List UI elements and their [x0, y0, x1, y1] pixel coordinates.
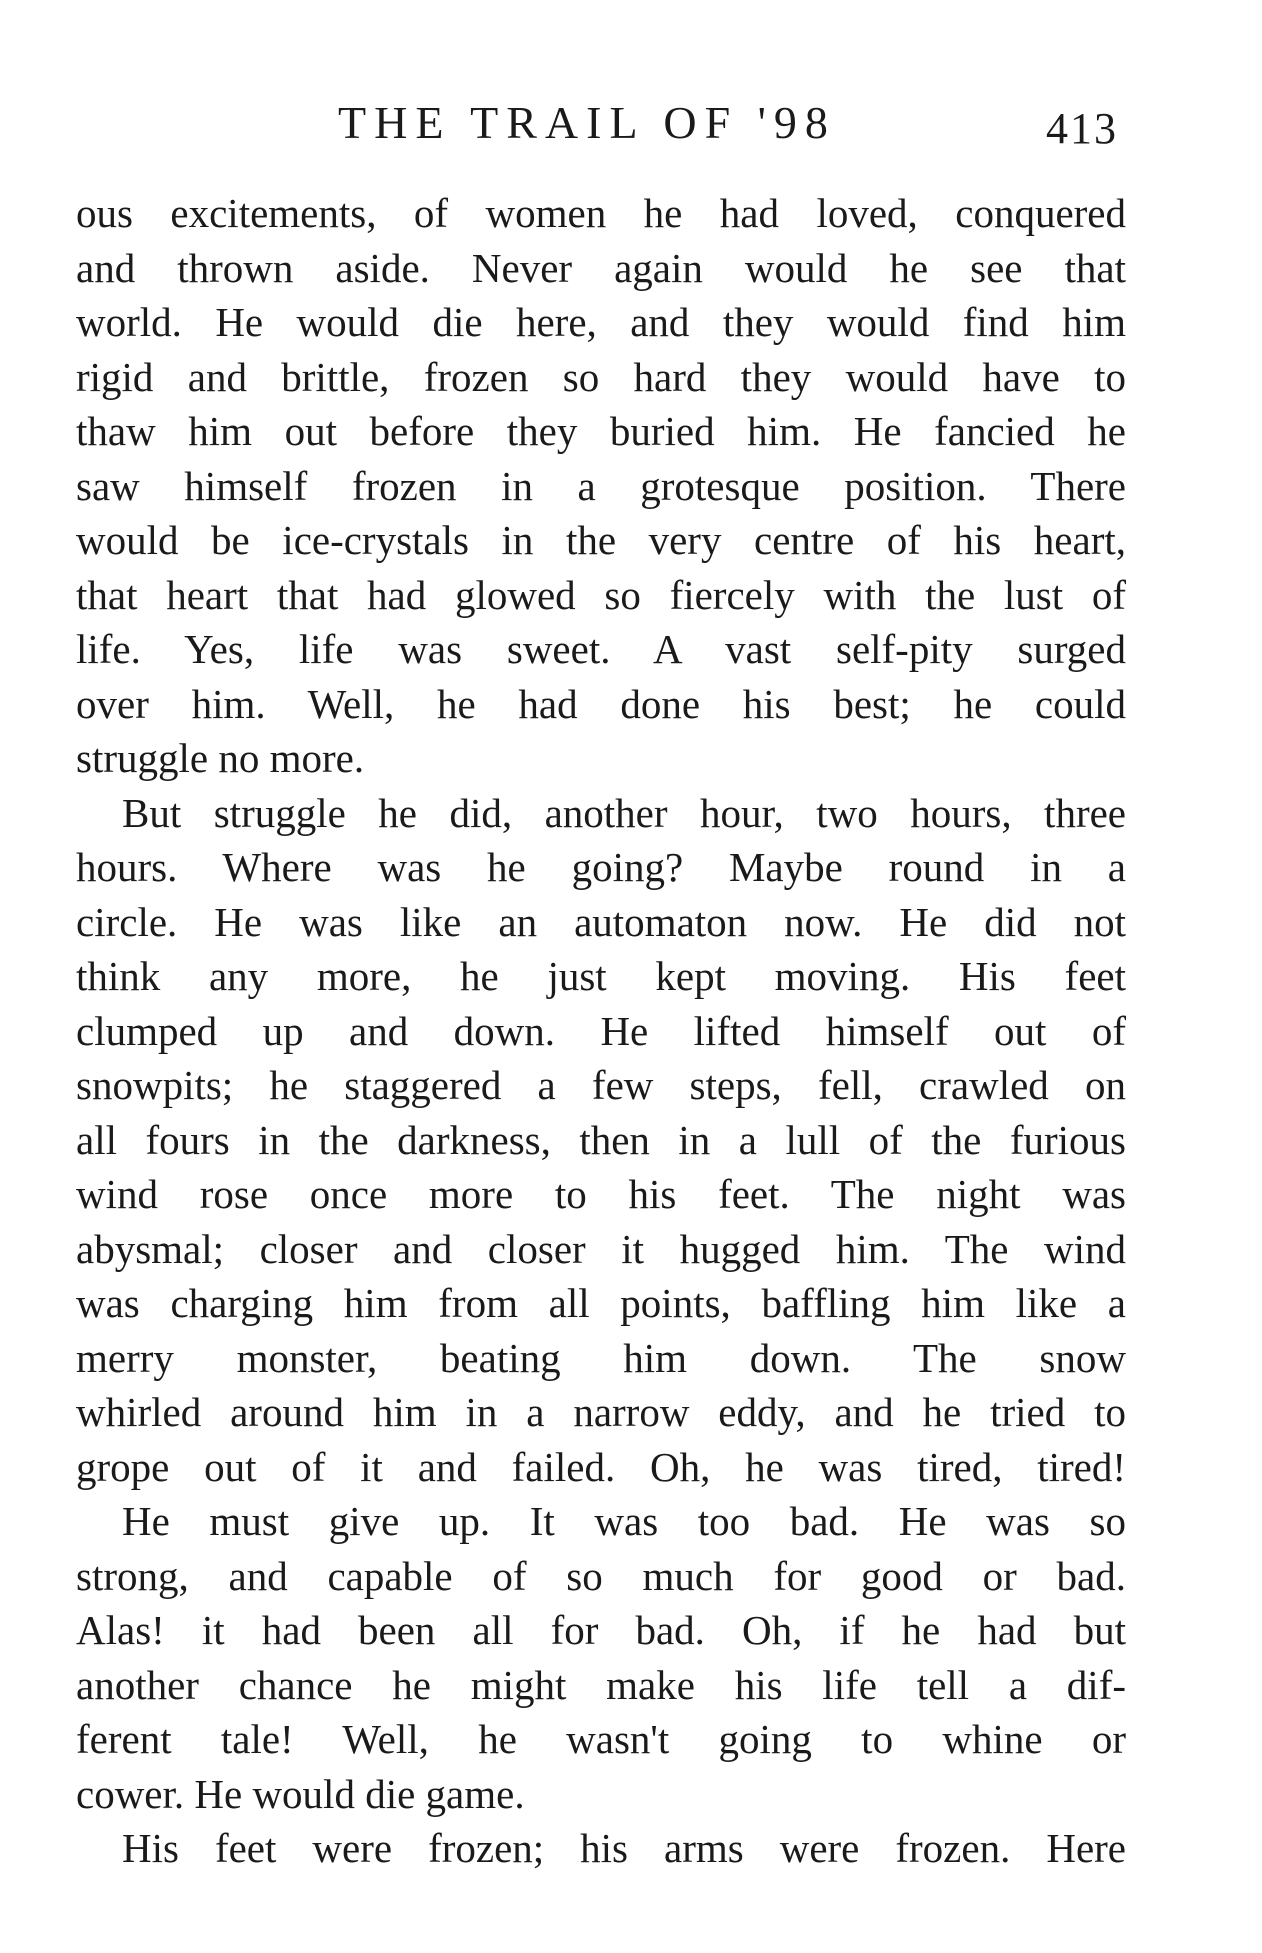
text-line: all fours in the darkness, then in a lull of the furious — [76, 1116, 1126, 1163]
text-line: snowpits; he staggered a few steps, fell, crawled on — [76, 1062, 1126, 1108]
text-line: world. He would die here, and they would find him — [76, 299, 1126, 345]
text-line: another chance he might make his life tell a dif- — [76, 1661, 1126, 1708]
text-line: clumped up and down. He lifted himself out of — [76, 1007, 1126, 1054]
text-line: saw himself frozen in a grotesque position. There — [76, 462, 1126, 509]
text-line: ferent tale! Well, he wasn't going to whine or — [76, 1716, 1126, 1762]
text-line: grope out of it and failed. Oh, he was tired, tired! — [76, 1443, 1126, 1490]
text-line: circle. He was like an automaton now. He did not — [76, 898, 1126, 945]
text-line: rigid and brittle, frozen so hard they would have to — [76, 353, 1126, 400]
text-line: merry monster, beating him down. The snow — [76, 1334, 1126, 1381]
text-line: whirled around him in a narrow eddy, and he tried to — [76, 1389, 1126, 1435]
text-line: ous excitements, of women he had loved, conquered — [76, 190, 1126, 236]
page-number: 413 — [1046, 104, 1118, 153]
text-line: strong, and capable of so much for good or bad. — [76, 1552, 1126, 1599]
text-line: struggle no more. — [76, 735, 365, 781]
text-line: think any more, he just kept moving. His feet — [76, 953, 1126, 999]
text-line: wind rose once more to his feet. The night was — [76, 1171, 1126, 1217]
paragraph-start-line: He must give up. It was too bad. He was so — [122, 1498, 1126, 1544]
body-text — [76, 186, 1126, 1876]
running-title: THE TRAIL OF '98 — [338, 97, 836, 148]
paragraph-start-line: His feet were frozen; his arms were frozen. Here — [122, 1825, 1126, 1871]
text-line: thaw him out before they buried him. He fancied he — [76, 408, 1126, 454]
running-head — [76, 88, 1128, 158]
text-line: cower. He would die game. — [76, 1770, 525, 1817]
text-line: that heart that had glowed so fiercely with the lust of — [76, 571, 1126, 618]
text-line: over him. Well, he had done his best; he could — [76, 680, 1126, 727]
text-line: life. Yes, life was sweet. A vast self-pity surged — [76, 626, 1126, 672]
paragraph-start-line: But struggle he did, another hour, two hours, three — [122, 789, 1126, 836]
text-line: and thrown aside. Never again would he see that — [76, 244, 1126, 291]
text-line: hours. Where was he going? Maybe round in a — [76, 844, 1126, 890]
text-line: abysmal; closer and closer it hugged him. The wind — [76, 1225, 1126, 1272]
text-line: would be ice-crystals in the very centre of his heart, — [76, 517, 1126, 563]
text-line: was charging him from all points, baffling him like a — [76, 1280, 1126, 1326]
text-line: Alas! it had been all for bad. Oh, if he had but — [76, 1607, 1126, 1653]
